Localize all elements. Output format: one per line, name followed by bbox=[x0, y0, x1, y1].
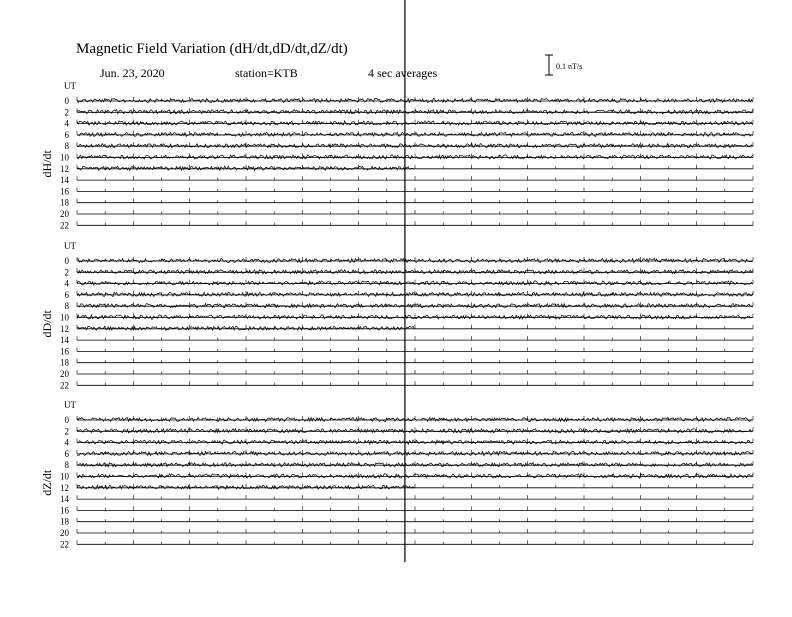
ut-label: UT bbox=[64, 241, 76, 251]
hour-label: 10 bbox=[60, 152, 69, 163]
hour-label: 12 bbox=[60, 323, 69, 334]
hour-label: 2 bbox=[64, 426, 69, 437]
hour-label: 10 bbox=[60, 471, 69, 482]
hour-label: 16 bbox=[60, 186, 69, 197]
panel-1 bbox=[40, 81, 753, 230]
trace-row bbox=[77, 485, 414, 489]
hour-label: 22 bbox=[60, 539, 69, 550]
scale-bar bbox=[545, 55, 582, 75]
panels-group bbox=[40, 81, 753, 549]
hour-label: 0 bbox=[64, 96, 69, 106]
trace-row bbox=[77, 326, 414, 330]
chart-title: Magnetic Field Variation (dH/dt,dD/dt,dZ/dt) bbox=[76, 41, 348, 57]
hour-label: 14 bbox=[60, 335, 69, 346]
scale-bar-label: 0.1 nT/s bbox=[556, 62, 583, 71]
component-label: dD/dt bbox=[40, 310, 54, 338]
hour-label: 6 bbox=[64, 289, 69, 300]
hour-label: 2 bbox=[64, 107, 69, 118]
hour-label: 14 bbox=[60, 175, 69, 186]
component-label: dH/dt bbox=[40, 150, 54, 178]
hour-label: 22 bbox=[60, 380, 69, 391]
component-label: dZ/dt bbox=[40, 469, 54, 496]
date-label: Jun. 23, 2020 bbox=[100, 66, 165, 80]
hour-label: 0 bbox=[64, 415, 69, 425]
hour-label: 0 bbox=[64, 256, 69, 266]
hour-label: 18 bbox=[60, 197, 69, 208]
hour-label: 8 bbox=[64, 301, 69, 312]
hour-label: 12 bbox=[60, 163, 69, 174]
hour-label: 14 bbox=[60, 494, 69, 505]
hour-label: 4 bbox=[64, 118, 69, 129]
hour-label: 6 bbox=[64, 448, 69, 459]
hour-label: 16 bbox=[60, 505, 69, 516]
panel-3 bbox=[40, 400, 753, 549]
hour-label: 2 bbox=[64, 267, 69, 278]
panel-2 bbox=[40, 241, 753, 390]
hour-label: 20 bbox=[60, 369, 69, 379]
hour-label: 16 bbox=[60, 346, 69, 357]
hour-label: 18 bbox=[60, 357, 69, 368]
hour-label: 8 bbox=[64, 141, 69, 152]
hour-label: 20 bbox=[60, 209, 69, 219]
hour-label: 6 bbox=[64, 129, 69, 140]
hour-label: 4 bbox=[64, 437, 69, 448]
ut-label: UT bbox=[64, 400, 76, 410]
trace-row bbox=[77, 166, 414, 170]
averaging-label: 4 sec averages bbox=[368, 66, 438, 80]
hour-label: 8 bbox=[64, 460, 69, 471]
hour-label: 12 bbox=[60, 482, 69, 493]
station-label: station=KTB bbox=[235, 66, 298, 80]
hour-label: 4 bbox=[64, 278, 69, 289]
hour-label: 10 bbox=[60, 312, 69, 323]
hour-label: 18 bbox=[60, 516, 69, 527]
hour-label: 22 bbox=[60, 220, 69, 231]
ut-label: UT bbox=[64, 81, 76, 91]
hour-label: 20 bbox=[60, 528, 69, 538]
